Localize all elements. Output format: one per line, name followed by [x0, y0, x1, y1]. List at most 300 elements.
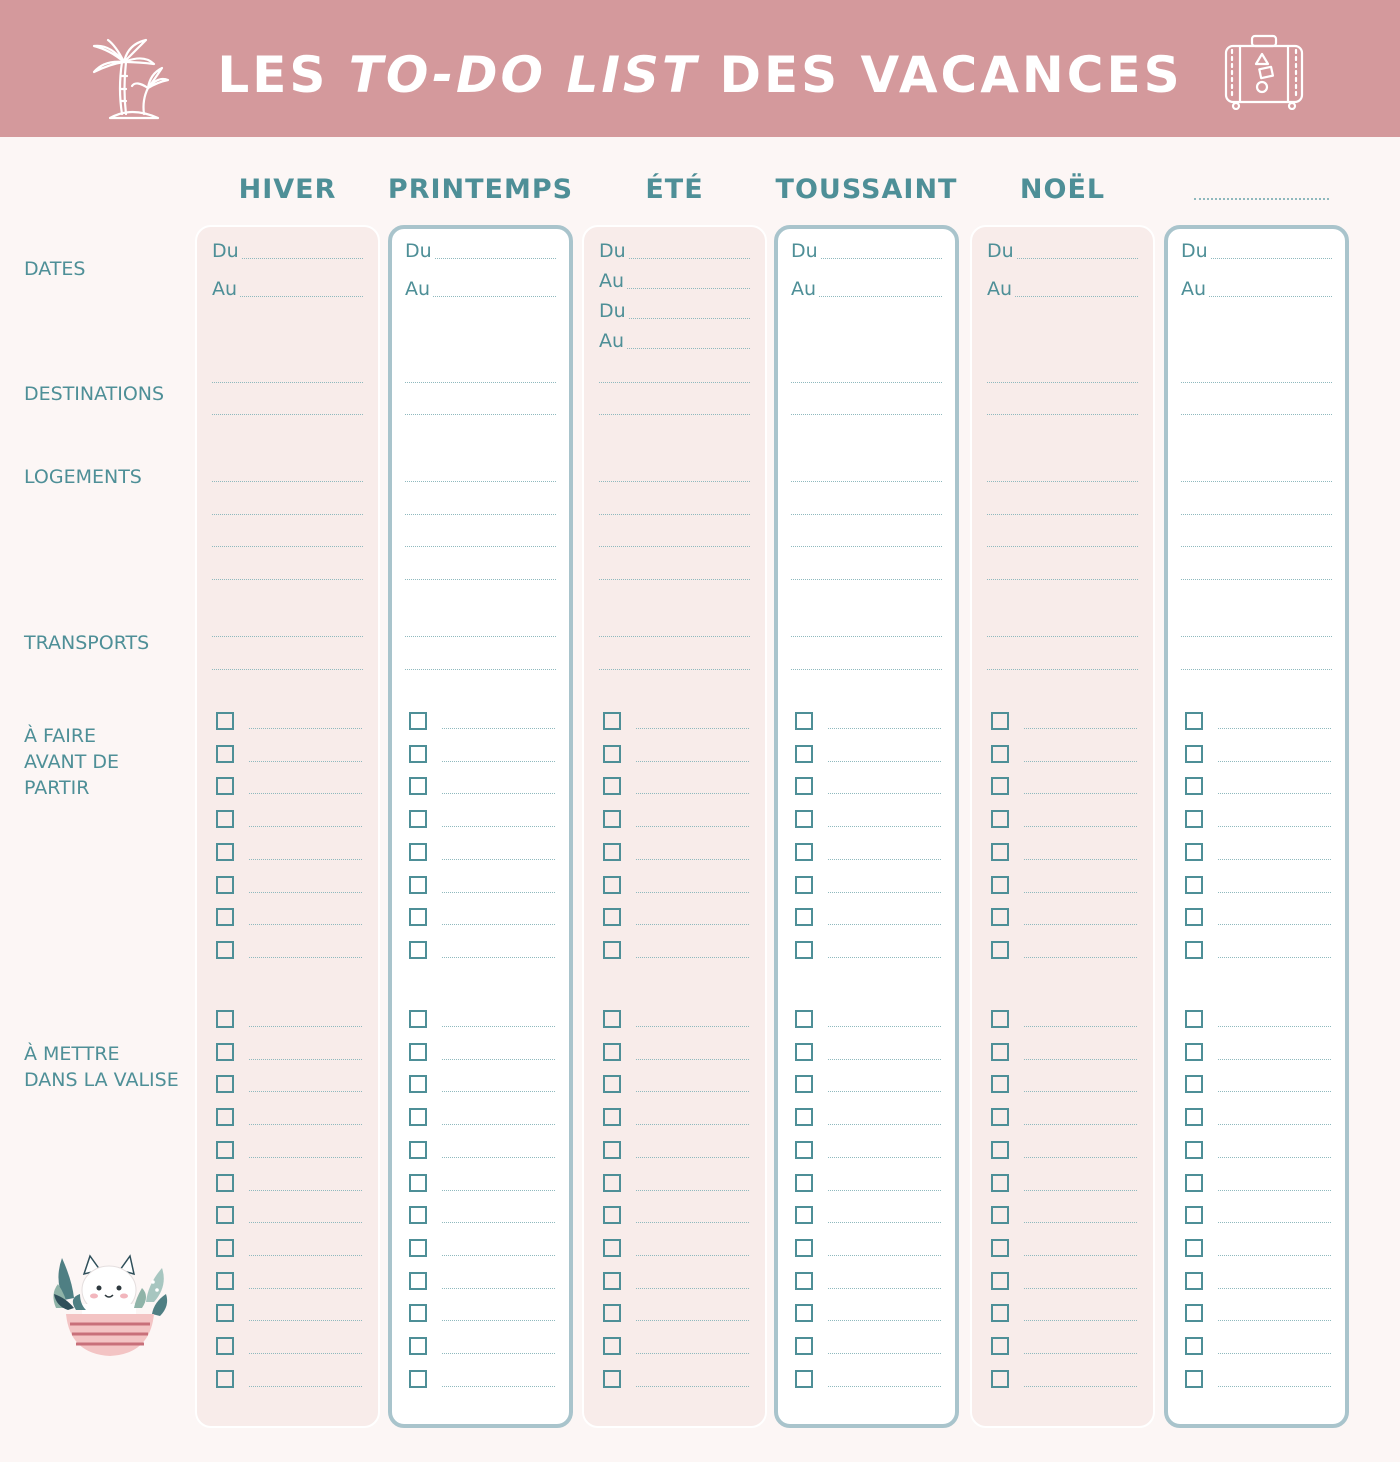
- logement-line[interactable]: [599, 481, 750, 482]
- logement-line[interactable]: [791, 514, 942, 515]
- logement-line[interactable]: [212, 546, 363, 547]
- a-mettre-checkbox[interactable]: [1185, 1108, 1203, 1126]
- a-mettre-line[interactable]: [636, 1353, 749, 1354]
- a-mettre-line[interactable]: [828, 1026, 941, 1027]
- a-mettre-line[interactable]: [828, 1386, 941, 1387]
- a-faire-line[interactable]: [249, 761, 362, 762]
- a-faire-checkbox[interactable]: [216, 712, 234, 730]
- a-mettre-checkbox[interactable]: [216, 1043, 234, 1061]
- logement-line[interactable]: [1181, 546, 1332, 547]
- a-mettre-line[interactable]: [442, 1091, 555, 1092]
- a-faire-checkbox[interactable]: [991, 876, 1009, 894]
- destination-line[interactable]: [212, 414, 363, 415]
- date-field[interactable]: [212, 240, 363, 262]
- transport-line[interactable]: [212, 636, 363, 637]
- a-faire-checkbox[interactable]: [1185, 843, 1203, 861]
- a-mettre-checkbox[interactable]: [409, 1043, 427, 1061]
- a-faire-checkbox[interactable]: [409, 712, 427, 730]
- a-faire-line[interactable]: [249, 859, 362, 860]
- logement-line[interactable]: [599, 546, 750, 547]
- a-mettre-checkbox[interactable]: [991, 1075, 1009, 1093]
- a-faire-checkbox[interactable]: [795, 777, 813, 795]
- a-faire-checkbox[interactable]: [409, 941, 427, 959]
- date-field[interactable]: [405, 278, 556, 300]
- a-faire-line[interactable]: [249, 728, 362, 729]
- transport-line[interactable]: [212, 669, 363, 670]
- logement-line[interactable]: [599, 514, 750, 515]
- a-faire-checkbox[interactable]: [603, 810, 621, 828]
- a-mettre-checkbox[interactable]: [603, 1141, 621, 1159]
- a-faire-line[interactable]: [1024, 728, 1137, 729]
- date-field[interactable]: [599, 330, 750, 352]
- a-mettre-checkbox[interactable]: [1185, 1206, 1203, 1224]
- transport-line[interactable]: [405, 669, 556, 670]
- transport-line[interactable]: [987, 669, 1138, 670]
- a-mettre-line[interactable]: [442, 1124, 555, 1125]
- a-mettre-checkbox[interactable]: [603, 1239, 621, 1257]
- a-mettre-line[interactable]: [828, 1320, 941, 1321]
- destination-line[interactable]: [791, 382, 942, 383]
- a-mettre-line[interactable]: [249, 1288, 362, 1289]
- a-faire-line[interactable]: [1218, 793, 1331, 794]
- a-mettre-line[interactable]: [1024, 1091, 1137, 1092]
- a-mettre-checkbox[interactable]: [603, 1010, 621, 1028]
- a-mettre-line[interactable]: [1024, 1059, 1137, 1060]
- logement-line[interactable]: [1181, 481, 1332, 482]
- a-mettre-line[interactable]: [636, 1091, 749, 1092]
- a-mettre-checkbox[interactable]: [1185, 1075, 1203, 1093]
- a-mettre-line[interactable]: [636, 1386, 749, 1387]
- transport-line[interactable]: [405, 636, 556, 637]
- a-mettre-checkbox[interactable]: [216, 1304, 234, 1322]
- a-mettre-line[interactable]: [828, 1222, 941, 1223]
- logement-line[interactable]: [987, 514, 1138, 515]
- destination-line[interactable]: [1181, 382, 1332, 383]
- a-mettre-line[interactable]: [1024, 1386, 1137, 1387]
- a-mettre-line[interactable]: [1218, 1190, 1331, 1191]
- a-faire-checkbox[interactable]: [991, 745, 1009, 763]
- a-faire-checkbox[interactable]: [603, 941, 621, 959]
- logement-line[interactable]: [405, 514, 556, 515]
- transport-line[interactable]: [791, 669, 942, 670]
- a-mettre-line[interactable]: [636, 1157, 749, 1158]
- logement-line[interactable]: [212, 514, 363, 515]
- a-faire-line[interactable]: [636, 826, 749, 827]
- a-faire-checkbox[interactable]: [216, 941, 234, 959]
- a-faire-line[interactable]: [442, 826, 555, 827]
- a-mettre-checkbox[interactable]: [216, 1337, 234, 1355]
- destination-line[interactable]: [987, 382, 1138, 383]
- a-mettre-line[interactable]: [1218, 1255, 1331, 1256]
- a-mettre-line[interactable]: [442, 1386, 555, 1387]
- destination-line[interactable]: [212, 382, 363, 383]
- a-mettre-line[interactable]: [249, 1091, 362, 1092]
- a-mettre-line[interactable]: [1024, 1288, 1137, 1289]
- logement-line[interactable]: [791, 481, 942, 482]
- column-header-blank-line[interactable]: [1194, 198, 1329, 200]
- a-mettre-checkbox[interactable]: [409, 1337, 427, 1355]
- a-mettre-line[interactable]: [249, 1255, 362, 1256]
- a-mettre-checkbox[interactable]: [1185, 1304, 1203, 1322]
- a-mettre-checkbox[interactable]: [795, 1174, 813, 1192]
- a-faire-line[interactable]: [1218, 728, 1331, 729]
- a-mettre-checkbox[interactable]: [603, 1337, 621, 1355]
- a-mettre-line[interactable]: [1218, 1157, 1331, 1158]
- a-mettre-line[interactable]: [828, 1091, 941, 1092]
- a-faire-line[interactable]: [442, 793, 555, 794]
- a-mettre-line[interactable]: [828, 1353, 941, 1354]
- a-faire-line[interactable]: [442, 728, 555, 729]
- a-mettre-checkbox[interactable]: [409, 1108, 427, 1126]
- a-mettre-checkbox[interactable]: [603, 1043, 621, 1061]
- a-mettre-checkbox[interactable]: [795, 1043, 813, 1061]
- logement-line[interactable]: [987, 579, 1138, 580]
- a-mettre-line[interactable]: [1218, 1353, 1331, 1354]
- a-mettre-checkbox[interactable]: [409, 1206, 427, 1224]
- a-mettre-line[interactable]: [249, 1059, 362, 1060]
- logement-line[interactable]: [212, 481, 363, 482]
- a-faire-checkbox[interactable]: [216, 876, 234, 894]
- logement-line[interactable]: [791, 579, 942, 580]
- a-faire-line[interactable]: [249, 957, 362, 958]
- date-field[interactable]: [599, 240, 750, 262]
- a-faire-checkbox[interactable]: [1185, 810, 1203, 828]
- destination-line[interactable]: [405, 382, 556, 383]
- a-faire-line[interactable]: [828, 793, 941, 794]
- a-mettre-line[interactable]: [828, 1124, 941, 1125]
- a-mettre-line[interactable]: [442, 1190, 555, 1191]
- logement-line[interactable]: [1181, 514, 1332, 515]
- a-mettre-line[interactable]: [1024, 1255, 1137, 1256]
- a-faire-checkbox[interactable]: [603, 876, 621, 894]
- a-faire-checkbox[interactable]: [795, 712, 813, 730]
- transport-line[interactable]: [987, 636, 1138, 637]
- a-mettre-checkbox[interactable]: [795, 1272, 813, 1290]
- a-mettre-line[interactable]: [249, 1026, 362, 1027]
- a-mettre-line[interactable]: [1218, 1320, 1331, 1321]
- a-faire-checkbox[interactable]: [795, 810, 813, 828]
- a-mettre-line[interactable]: [828, 1255, 941, 1256]
- a-faire-checkbox[interactable]: [1185, 745, 1203, 763]
- a-mettre-checkbox[interactable]: [603, 1304, 621, 1322]
- a-mettre-line[interactable]: [249, 1190, 362, 1191]
- a-mettre-line[interactable]: [828, 1059, 941, 1060]
- a-mettre-checkbox[interactable]: [991, 1174, 1009, 1192]
- a-mettre-line[interactable]: [442, 1288, 555, 1289]
- a-faire-line[interactable]: [442, 957, 555, 958]
- a-faire-checkbox[interactable]: [603, 777, 621, 795]
- a-mettre-checkbox[interactable]: [603, 1272, 621, 1290]
- a-faire-checkbox[interactable]: [216, 908, 234, 926]
- a-faire-line[interactable]: [1218, 957, 1331, 958]
- a-mettre-checkbox[interactable]: [795, 1206, 813, 1224]
- a-mettre-line[interactable]: [249, 1320, 362, 1321]
- a-mettre-line[interactable]: [636, 1190, 749, 1191]
- a-mettre-checkbox[interactable]: [991, 1141, 1009, 1159]
- a-faire-checkbox[interactable]: [216, 745, 234, 763]
- a-faire-checkbox[interactable]: [1185, 876, 1203, 894]
- a-mettre-line[interactable]: [442, 1222, 555, 1223]
- a-mettre-checkbox[interactable]: [991, 1370, 1009, 1388]
- a-mettre-checkbox[interactable]: [216, 1370, 234, 1388]
- a-faire-line[interactable]: [1024, 924, 1137, 925]
- a-mettre-line[interactable]: [828, 1157, 941, 1158]
- a-faire-checkbox[interactable]: [795, 941, 813, 959]
- a-mettre-checkbox[interactable]: [603, 1206, 621, 1224]
- transport-line[interactable]: [599, 636, 750, 637]
- date-field[interactable]: [599, 270, 750, 292]
- a-faire-line[interactable]: [442, 761, 555, 762]
- a-mettre-checkbox[interactable]: [991, 1239, 1009, 1257]
- date-field[interactable]: [405, 240, 556, 262]
- a-mettre-line[interactable]: [249, 1157, 362, 1158]
- a-mettre-line[interactable]: [1218, 1026, 1331, 1027]
- a-mettre-line[interactable]: [636, 1222, 749, 1223]
- a-faire-checkbox[interactable]: [409, 810, 427, 828]
- a-faire-line[interactable]: [1218, 892, 1331, 893]
- a-mettre-checkbox[interactable]: [1185, 1010, 1203, 1028]
- a-mettre-checkbox[interactable]: [1185, 1174, 1203, 1192]
- a-faire-checkbox[interactable]: [795, 745, 813, 763]
- a-mettre-checkbox[interactable]: [991, 1206, 1009, 1224]
- a-mettre-checkbox[interactable]: [1185, 1141, 1203, 1159]
- a-mettre-line[interactable]: [1218, 1222, 1331, 1223]
- a-faire-checkbox[interactable]: [991, 843, 1009, 861]
- a-mettre-checkbox[interactable]: [795, 1337, 813, 1355]
- a-mettre-checkbox[interactable]: [795, 1010, 813, 1028]
- a-faire-checkbox[interactable]: [991, 908, 1009, 926]
- a-mettre-checkbox[interactable]: [603, 1174, 621, 1192]
- a-mettre-line[interactable]: [1024, 1353, 1137, 1354]
- a-faire-line[interactable]: [1024, 761, 1137, 762]
- a-mettre-checkbox[interactable]: [991, 1108, 1009, 1126]
- logement-line[interactable]: [405, 579, 556, 580]
- logement-line[interactable]: [987, 481, 1138, 482]
- date-field[interactable]: [599, 300, 750, 322]
- a-mettre-line[interactable]: [828, 1288, 941, 1289]
- date-field[interactable]: [1181, 240, 1332, 262]
- a-faire-line[interactable]: [1024, 859, 1137, 860]
- a-faire-checkbox[interactable]: [603, 843, 621, 861]
- a-faire-checkbox[interactable]: [409, 908, 427, 926]
- a-faire-checkbox[interactable]: [216, 777, 234, 795]
- logement-line[interactable]: [599, 579, 750, 580]
- a-mettre-line[interactable]: [636, 1026, 749, 1027]
- a-faire-line[interactable]: [1024, 793, 1137, 794]
- a-mettre-line[interactable]: [442, 1059, 555, 1060]
- a-faire-line[interactable]: [828, 892, 941, 893]
- a-faire-line[interactable]: [636, 761, 749, 762]
- logement-line[interactable]: [791, 546, 942, 547]
- date-field[interactable]: [987, 278, 1138, 300]
- a-mettre-checkbox[interactable]: [216, 1206, 234, 1224]
- a-faire-checkbox[interactable]: [1185, 712, 1203, 730]
- a-faire-line[interactable]: [249, 826, 362, 827]
- date-field[interactable]: [212, 278, 363, 300]
- logement-line[interactable]: [1181, 579, 1332, 580]
- a-faire-line[interactable]: [828, 728, 941, 729]
- a-mettre-checkbox[interactable]: [216, 1141, 234, 1159]
- a-faire-line[interactable]: [249, 924, 362, 925]
- a-mettre-line[interactable]: [249, 1386, 362, 1387]
- a-mettre-checkbox[interactable]: [1185, 1272, 1203, 1290]
- a-mettre-checkbox[interactable]: [409, 1010, 427, 1028]
- destination-line[interactable]: [599, 382, 750, 383]
- logement-line[interactable]: [987, 546, 1138, 547]
- a-mettre-checkbox[interactable]: [795, 1370, 813, 1388]
- a-faire-line[interactable]: [1024, 957, 1137, 958]
- a-mettre-checkbox[interactable]: [409, 1304, 427, 1322]
- a-faire-checkbox[interactable]: [603, 908, 621, 926]
- a-faire-line[interactable]: [828, 826, 941, 827]
- destination-line[interactable]: [599, 414, 750, 415]
- a-mettre-line[interactable]: [1024, 1320, 1137, 1321]
- a-mettre-checkbox[interactable]: [409, 1075, 427, 1093]
- a-mettre-line[interactable]: [1218, 1124, 1331, 1125]
- a-mettre-checkbox[interactable]: [603, 1370, 621, 1388]
- a-faire-checkbox[interactable]: [216, 810, 234, 828]
- a-mettre-line[interactable]: [249, 1124, 362, 1125]
- a-mettre-checkbox[interactable]: [1185, 1337, 1203, 1355]
- a-faire-checkbox[interactable]: [991, 777, 1009, 795]
- a-mettre-checkbox[interactable]: [409, 1239, 427, 1257]
- a-mettre-line[interactable]: [636, 1124, 749, 1125]
- a-mettre-line[interactable]: [442, 1026, 555, 1027]
- a-faire-line[interactable]: [636, 793, 749, 794]
- a-faire-line[interactable]: [828, 859, 941, 860]
- a-faire-checkbox[interactable]: [409, 843, 427, 861]
- transport-line[interactable]: [1181, 669, 1332, 670]
- a-faire-checkbox[interactable]: [1185, 941, 1203, 959]
- a-mettre-checkbox[interactable]: [409, 1141, 427, 1159]
- a-mettre-line[interactable]: [1024, 1157, 1137, 1158]
- logement-line[interactable]: [212, 579, 363, 580]
- a-faire-line[interactable]: [249, 892, 362, 893]
- a-faire-line[interactable]: [442, 924, 555, 925]
- a-faire-line[interactable]: [1218, 761, 1331, 762]
- a-faire-line[interactable]: [1218, 859, 1331, 860]
- a-mettre-checkbox[interactable]: [216, 1174, 234, 1192]
- a-mettre-checkbox[interactable]: [795, 1141, 813, 1159]
- a-mettre-checkbox[interactable]: [1185, 1043, 1203, 1061]
- destination-line[interactable]: [987, 414, 1138, 415]
- a-mettre-checkbox[interactable]: [795, 1075, 813, 1093]
- a-faire-line[interactable]: [249, 793, 362, 794]
- a-faire-checkbox[interactable]: [409, 777, 427, 795]
- a-mettre-checkbox[interactable]: [991, 1337, 1009, 1355]
- a-mettre-line[interactable]: [249, 1353, 362, 1354]
- transport-line[interactable]: [1181, 636, 1332, 637]
- a-mettre-line[interactable]: [1024, 1124, 1137, 1125]
- a-mettre-checkbox[interactable]: [216, 1010, 234, 1028]
- a-mettre-checkbox[interactable]: [795, 1239, 813, 1257]
- a-faire-checkbox[interactable]: [409, 876, 427, 894]
- a-mettre-checkbox[interactable]: [991, 1010, 1009, 1028]
- a-mettre-checkbox[interactable]: [216, 1239, 234, 1257]
- a-faire-checkbox[interactable]: [216, 843, 234, 861]
- a-mettre-checkbox[interactable]: [409, 1370, 427, 1388]
- a-faire-checkbox[interactable]: [1185, 908, 1203, 926]
- a-mettre-checkbox[interactable]: [216, 1075, 234, 1093]
- a-mettre-line[interactable]: [828, 1190, 941, 1191]
- a-mettre-line[interactable]: [1024, 1190, 1137, 1191]
- a-faire-line[interactable]: [1218, 826, 1331, 827]
- a-faire-line[interactable]: [1024, 892, 1137, 893]
- date-field[interactable]: [791, 240, 942, 262]
- a-mettre-line[interactable]: [442, 1320, 555, 1321]
- a-mettre-line[interactable]: [249, 1222, 362, 1223]
- a-faire-checkbox[interactable]: [991, 810, 1009, 828]
- transport-line[interactable]: [791, 636, 942, 637]
- a-faire-line[interactable]: [828, 761, 941, 762]
- a-mettre-line[interactable]: [636, 1255, 749, 1256]
- a-mettre-checkbox[interactable]: [991, 1272, 1009, 1290]
- a-faire-checkbox[interactable]: [409, 745, 427, 763]
- transport-line[interactable]: [599, 669, 750, 670]
- a-mettre-checkbox[interactable]: [1185, 1370, 1203, 1388]
- a-mettre-checkbox[interactable]: [795, 1304, 813, 1322]
- a-mettre-line[interactable]: [442, 1255, 555, 1256]
- a-faire-checkbox[interactable]: [795, 876, 813, 894]
- a-mettre-line[interactable]: [1218, 1288, 1331, 1289]
- destination-line[interactable]: [405, 414, 556, 415]
- a-faire-checkbox[interactable]: [603, 712, 621, 730]
- a-faire-line[interactable]: [636, 892, 749, 893]
- a-mettre-checkbox[interactable]: [991, 1304, 1009, 1322]
- a-mettre-checkbox[interactable]: [216, 1108, 234, 1126]
- a-mettre-checkbox[interactable]: [216, 1272, 234, 1290]
- a-faire-line[interactable]: [636, 957, 749, 958]
- date-field[interactable]: [1181, 278, 1332, 300]
- a-faire-checkbox[interactable]: [991, 941, 1009, 959]
- a-mettre-checkbox[interactable]: [795, 1108, 813, 1126]
- a-mettre-line[interactable]: [636, 1320, 749, 1321]
- a-mettre-line[interactable]: [1024, 1026, 1137, 1027]
- a-mettre-line[interactable]: [1218, 1386, 1331, 1387]
- a-faire-line[interactable]: [442, 892, 555, 893]
- logement-line[interactable]: [405, 546, 556, 547]
- a-mettre-checkbox[interactable]: [1185, 1239, 1203, 1257]
- destination-line[interactable]: [1181, 414, 1332, 415]
- a-mettre-line[interactable]: [442, 1353, 555, 1354]
- a-mettre-line[interactable]: [636, 1059, 749, 1060]
- a-faire-line[interactable]: [636, 859, 749, 860]
- a-mettre-checkbox[interactable]: [409, 1272, 427, 1290]
- a-faire-line[interactable]: [1218, 924, 1331, 925]
- a-faire-checkbox[interactable]: [795, 843, 813, 861]
- a-faire-line[interactable]: [1024, 826, 1137, 827]
- a-mettre-checkbox[interactable]: [603, 1108, 621, 1126]
- a-faire-line[interactable]: [636, 728, 749, 729]
- a-faire-line[interactable]: [828, 924, 941, 925]
- a-mettre-line[interactable]: [1218, 1059, 1331, 1060]
- destination-line[interactable]: [791, 414, 942, 415]
- a-faire-checkbox[interactable]: [603, 745, 621, 763]
- logement-line[interactable]: [405, 481, 556, 482]
- a-mettre-checkbox[interactable]: [603, 1075, 621, 1093]
- a-faire-checkbox[interactable]: [991, 712, 1009, 730]
- a-mettre-line[interactable]: [442, 1157, 555, 1158]
- a-faire-line[interactable]: [636, 924, 749, 925]
- a-mettre-line[interactable]: [636, 1288, 749, 1289]
- a-mettre-line[interactable]: [1218, 1091, 1331, 1092]
- a-mettre-checkbox[interactable]: [991, 1043, 1009, 1061]
- a-faire-checkbox[interactable]: [1185, 777, 1203, 795]
- a-faire-line[interactable]: [442, 859, 555, 860]
- date-field[interactable]: [987, 240, 1138, 262]
- a-mettre-line[interactable]: [1024, 1222, 1137, 1223]
- date-field[interactable]: [791, 278, 942, 300]
